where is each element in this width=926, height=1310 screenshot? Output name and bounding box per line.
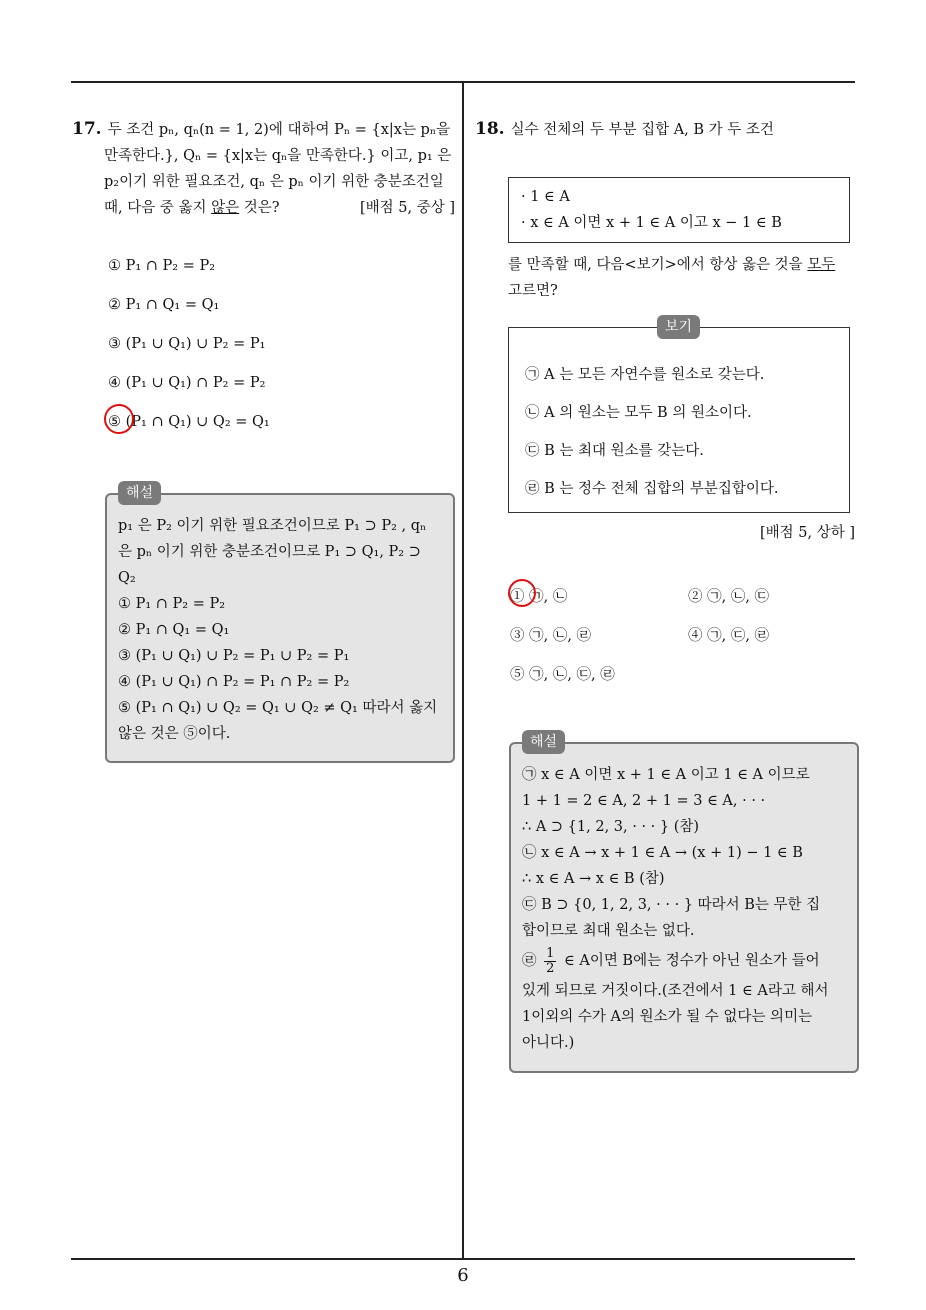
q17-solution-line: 은 pₙ 이기 위한 충분조건이므로 P₁ ⊃ Q₁, P₂ ⊃ bbox=[118, 544, 421, 560]
q17-line: 만족한다.}, Qₙ = {x|x는 qₙ을 만족한다.} 이고, p₁ 은 bbox=[104, 148, 452, 164]
q18-choice-1[interactable]: ① ㉠, ㉡ bbox=[510, 589, 568, 605]
q18-choice-2[interactable]: ② ㉠, ㉡, ㉢ bbox=[688, 589, 770, 605]
q18-bogi-box bbox=[508, 327, 850, 513]
question-18 bbox=[475, 116, 860, 143]
q17-solution-line: ⑤ (P₁ ∩ Q₁) ∪ Q₂ = Q₁ ∪ Q₂ ≠ Q₁ 따라서 옳지 bbox=[118, 700, 438, 716]
q18-conditions-box bbox=[508, 177, 850, 243]
q17-solution-line: ④ (P₁ ∪ Q₁) ∩ P₂ = P₁ ∩ P₂ = P₂ bbox=[118, 674, 350, 690]
q18-underlined-word: 모두 bbox=[807, 257, 836, 273]
q18-solution-line: ∴ A ⊃ {1, 2, 3, · · · } (참) bbox=[522, 819, 700, 835]
q18-solution-line: ㉡ x ∈ A → x + 1 ∈ A → (x + 1) − 1 ∈ B bbox=[522, 845, 803, 861]
q17-choice-2[interactable]: ② P₁ ∩ Q₁ = Q₁ bbox=[108, 297, 220, 313]
q18-number: 18. bbox=[475, 119, 505, 139]
q18-solution-box bbox=[509, 742, 859, 1073]
q18-solution-line: 합이므로 최대 원소는 없다. bbox=[522, 923, 695, 939]
q17-score: [배점 5, 중상 ] bbox=[359, 200, 455, 216]
q18-solution-fraction-line bbox=[522, 944, 852, 978]
q18-choice-3[interactable]: ③ ㉠, ㉡, ㉣ bbox=[510, 628, 592, 644]
bottom-rule bbox=[71, 1258, 855, 1260]
q18-choice-5[interactable]: ⑤ ㉠, ㉡, ㉢, ㉣ bbox=[510, 667, 615, 683]
q17-line: 두 조건 pₙ, qₙ(n = 1, 2)에 대하여 Pₙ = {x|x는 pₙ을 bbox=[107, 122, 451, 138]
bogi-item-3: ㉢ B 는 최대 원소를 갖는다. bbox=[525, 443, 704, 459]
q17-number: 17. bbox=[72, 119, 102, 139]
q17-choice-3[interactable]: ③ (P₁ ∪ Q₁) ∪ P₂ = P₁ bbox=[108, 336, 266, 352]
q17-stem bbox=[72, 116, 455, 221]
answer-mark-circle bbox=[508, 579, 536, 607]
q17-solution-tag: 해설 bbox=[118, 481, 161, 505]
q17-solution-line: Q₂ bbox=[118, 570, 136, 586]
q18-solution-line: ∈ A이면 B에는 정수가 아닌 원소가 들어 bbox=[564, 953, 820, 969]
q18-score: [배점 5, 상하 ] bbox=[759, 525, 855, 541]
q18-choice-4[interactable]: ④ ㉠, ㉢, ㉣ bbox=[688, 628, 770, 644]
q17-line: 때, 다음 중 옳지 bbox=[104, 200, 212, 216]
q18-solution-marker: ㉣ bbox=[522, 953, 537, 969]
q17-underlined-word: 않은 bbox=[211, 200, 240, 216]
q18-choices bbox=[510, 578, 860, 695]
fraction-numerator: 1 bbox=[546, 945, 555, 961]
q18-solution-line: ∴ x ∈ A → x ∈ B (참) bbox=[522, 871, 665, 887]
q18-prompt-line: 고르면? bbox=[508, 283, 558, 299]
q17-solution-line: ② P₁ ∩ Q₁ = Q₁ bbox=[118, 622, 230, 638]
question-17 bbox=[72, 116, 455, 442]
page-number: 6 bbox=[457, 1265, 469, 1286]
bogi-tag: 보기 bbox=[657, 315, 700, 339]
q17-choice-5[interactable]: ⑤ (P₁ ∩ Q₁) ∪ Q₂ = Q₁ bbox=[108, 414, 270, 430]
q17-choice-1[interactable]: ① P₁ ∩ P₂ = P₂ bbox=[108, 258, 216, 274]
q18-intro: 실수 전체의 두 부분 집합 A, B 가 두 조건 bbox=[510, 122, 774, 138]
q18-condition-2: · x ∈ A 이면 x + 1 ∈ A 이고 x − 1 ∈ B bbox=[521, 215, 782, 231]
q17-solution-line: ③ (P₁ ∪ Q₁) ∪ P₂ = P₁ ∪ P₂ = P₁ bbox=[118, 648, 350, 664]
q18-solution-line: 아니다.) bbox=[522, 1035, 575, 1051]
bogi-item-2: ㉡ A 의 원소는 모두 B 의 원소이다. bbox=[525, 405, 752, 421]
answer-mark-circle bbox=[104, 404, 134, 434]
q18-solution-line: 1이외의 수가 A의 원소가 될 수 없다는 의미는 bbox=[522, 1009, 813, 1025]
fraction-denominator: 2 bbox=[546, 960, 555, 976]
q17-solution-box bbox=[105, 493, 455, 763]
q17-solution-line: p₁ 은 P₂ 이기 위한 필요조건이므로 P₁ ⊃ P₂ , qₙ bbox=[118, 518, 427, 534]
q17-solution-line: 않은 것은 ⑤이다. bbox=[118, 726, 231, 742]
fraction-one-half bbox=[544, 947, 556, 976]
column-divider bbox=[462, 81, 464, 1259]
q17-line: p₂이기 위한 필요조건, qₙ 은 pₙ 이기 위한 충분조건일 bbox=[104, 174, 444, 190]
bogi-item-4: ㉣ B 는 정수 전체 집합의 부분집합이다. bbox=[525, 481, 779, 497]
q17-solution-line: ① P₁ ∩ P₂ = P₂ bbox=[118, 596, 226, 612]
q17-choice-4[interactable]: ④ (P₁ ∪ Q₁) ∩ P₂ = P₂ bbox=[108, 375, 266, 391]
q18-condition-1: · 1 ∈ A bbox=[521, 189, 570, 205]
q18-solution-tag: 해설 bbox=[522, 730, 565, 754]
q18-solution-line: 있게 되므로 거짓이다.(조건에서 1 ∈ A라고 해서 bbox=[522, 983, 829, 999]
bogi-item-1: ㉠ A 는 모든 자연수를 원소로 갖는다. bbox=[525, 367, 765, 383]
q18-solution-line: 1 + 1 = 2 ∈ A, 2 + 1 = 3 ∈ A, · · · bbox=[522, 793, 766, 809]
q17-line-end: 것은? bbox=[239, 200, 280, 216]
q18-solution-line: ㉠ x ∈ A 이면 x + 1 ∈ A 이고 1 ∈ A 이므로 bbox=[522, 767, 810, 783]
q18-prompt bbox=[508, 252, 860, 304]
q18-prompt-line: 를 만족할 때, 다음<보기>에서 항상 옳은 것을 bbox=[508, 257, 808, 273]
q18-solution-line: ㉢ B ⊃ {0, 1, 2, 3, · · · } 따라서 B는 무한 집 bbox=[522, 897, 821, 913]
